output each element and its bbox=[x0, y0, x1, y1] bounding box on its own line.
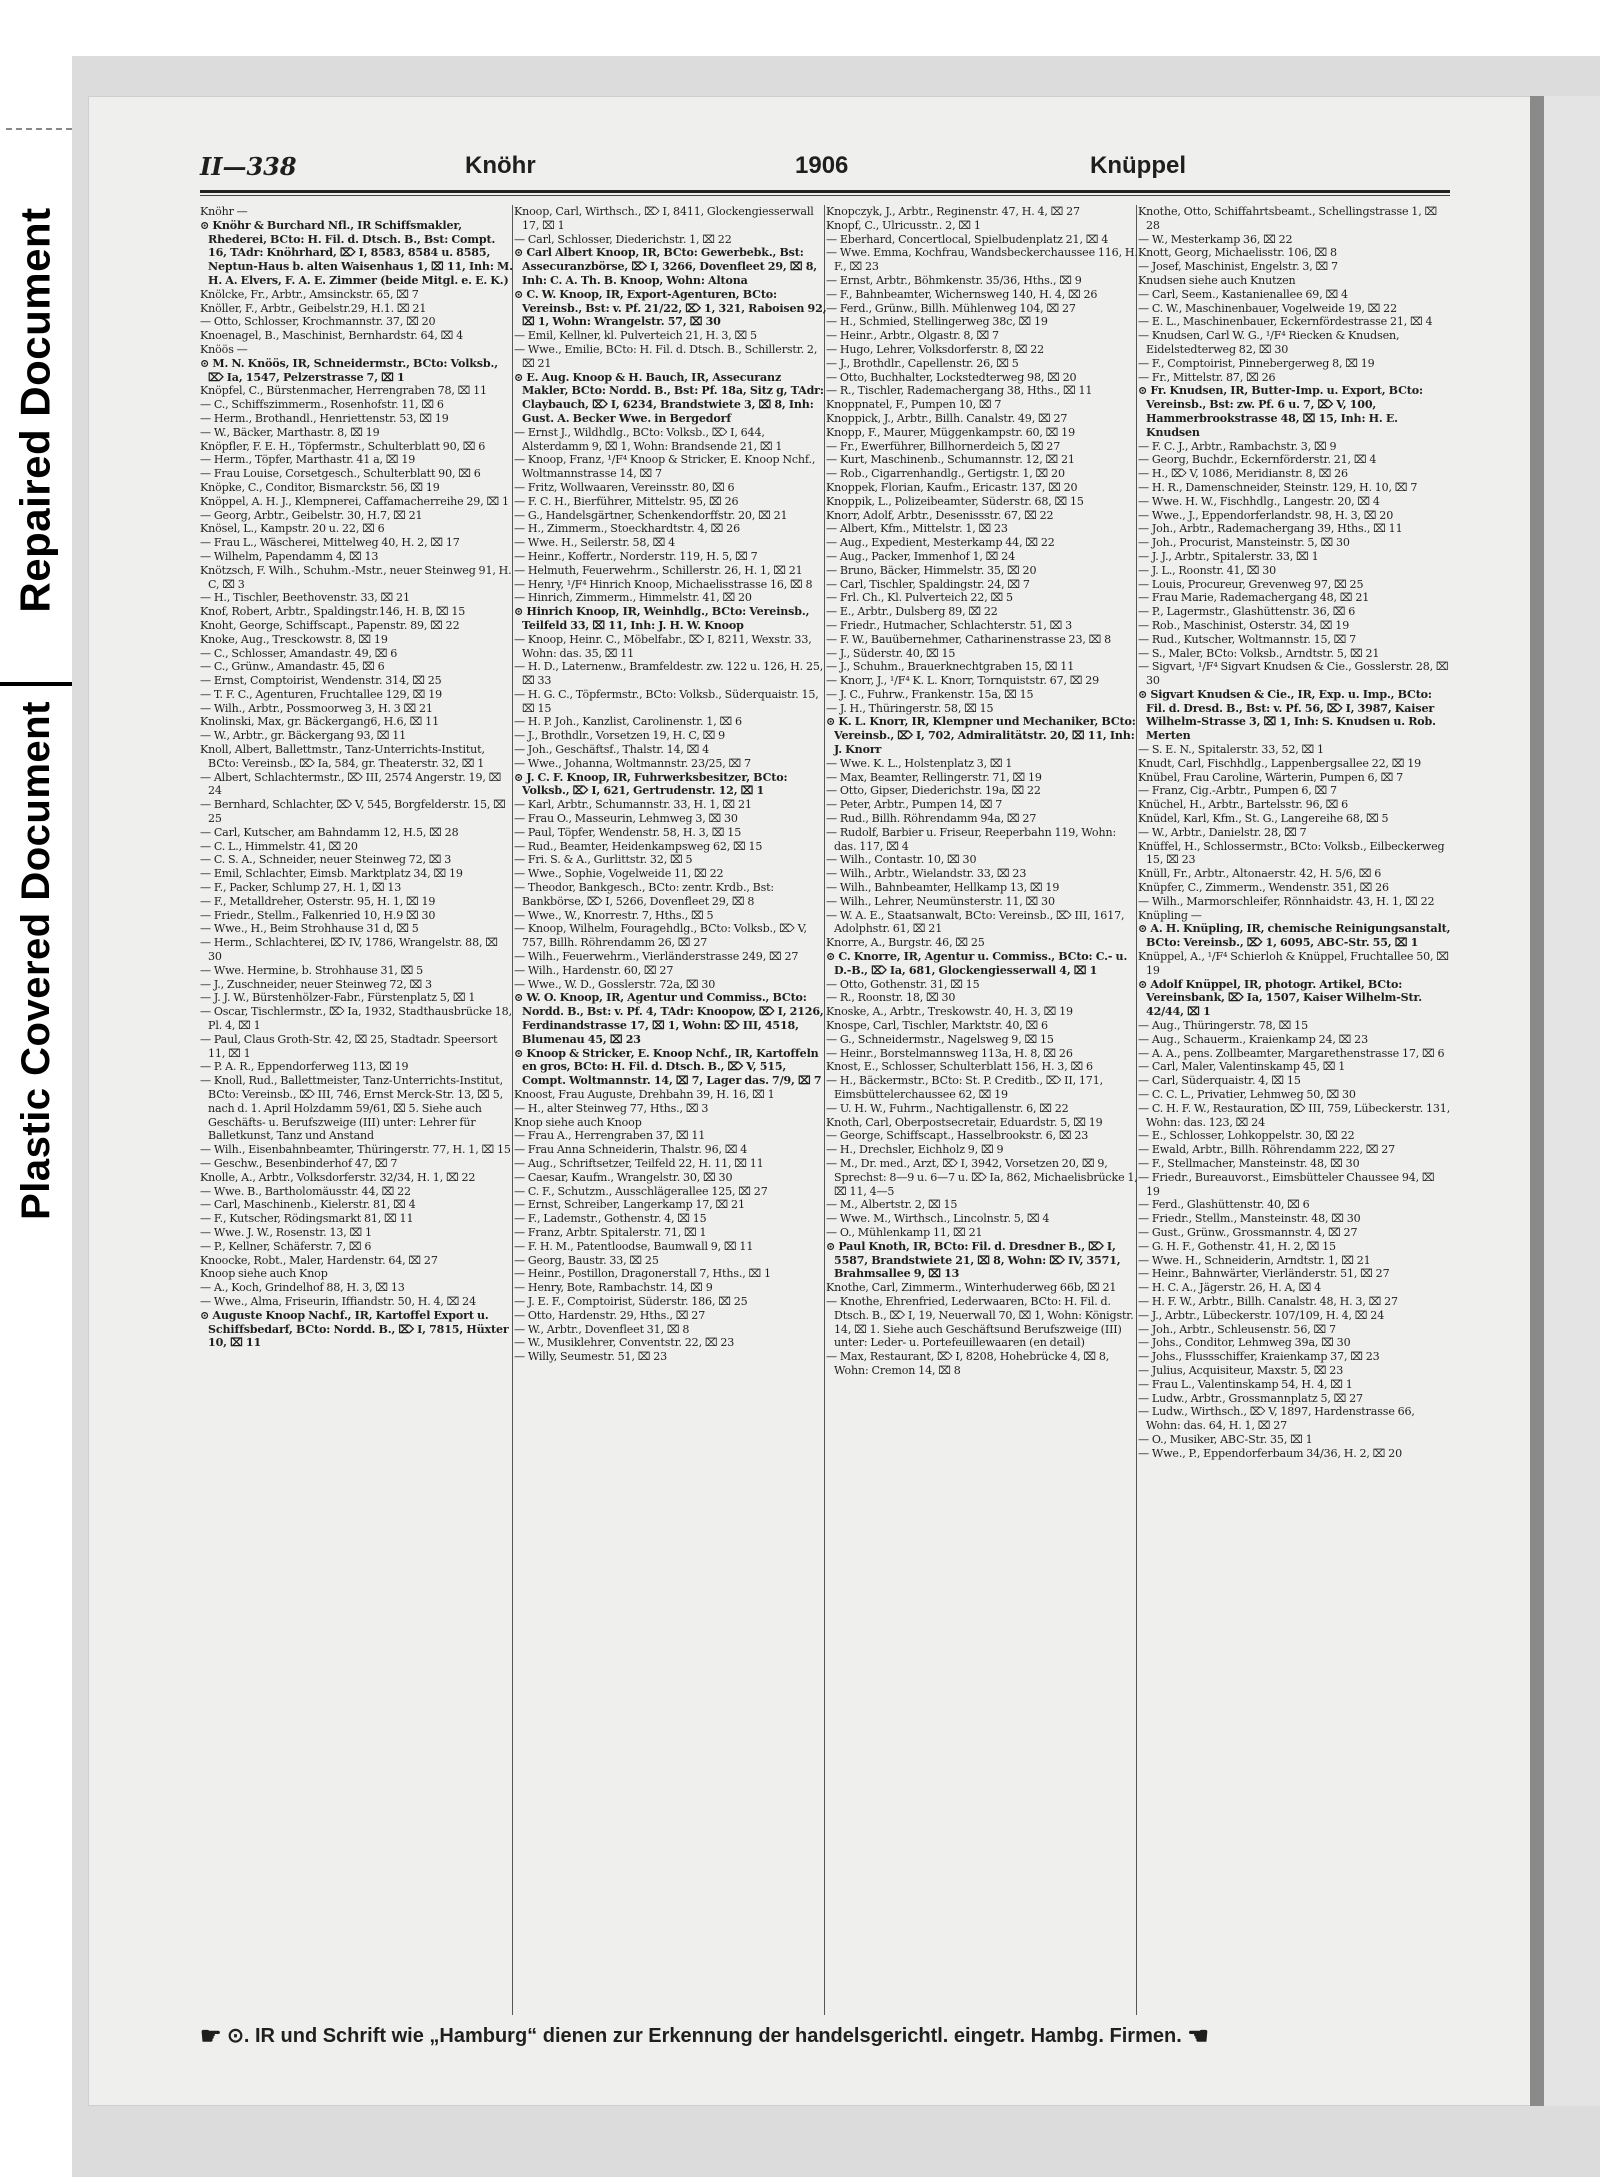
directory-entry: — Caesar, Kaufm., Wrangelstr. 30, ⌧ 30 bbox=[514, 1170, 733, 1184]
directory-entry: — Heinr., Borstelmannsweg 113a, H. 8, ⌧ 26 bbox=[826, 1046, 1073, 1060]
directory-entry: — Wwe., Johanna, Woltmannstr. 23/25, ⌧ 7 bbox=[514, 756, 751, 770]
directory-entry: Knopf, C., Ulricusstr.. 2, ⌧ 1 bbox=[826, 218, 981, 232]
directory-entry: — Frau Anna Schneiderin, Thalstr. 96, ⌧ 4 bbox=[514, 1143, 748, 1157]
directory-entry: — Knoll, Rud., Ballettmeister, Tanz-Unterrichts-Institut, BCto: Vereinsb., ⌦ III, 746, Ernst Merck-Str. 13, ⌧ 5, nach d. 1. April Holzdamm 59/61, ⌧ 5. Siehe auch Geschäfts- u. Berufszweige (III) unter: Lehrer für Balletkunst, Tanz und Anstand bbox=[200, 1074, 503, 1143]
directory-entry: — G., Handelsgärtner, Schenkendorffstr. 20, ⌧ 21 bbox=[514, 508, 788, 522]
directory-entry: ⊙ Auguste Knoop Nachf., IR, Kartoffel Export u. Schiffsbedarf, BCto: Nordd. B., ⌦ I, 7815, Hüxter 10, ⌧ 11 bbox=[200, 1308, 509, 1350]
directory-entry: Knoske, A., Arbtr., Treskowstr. 40, H. 3, ⌧ 19 bbox=[826, 1005, 1073, 1019]
directory-entry: — H. D., Laternenw., Bramfeldestr. zw. 122 u. 126, H. 25, ⌧ 33 bbox=[514, 660, 824, 688]
directory-entry: — Emil, Kellner, kl. Pulverteich 21, H. 3, ⌧ 5 bbox=[514, 329, 757, 343]
plastic-covered-text: Plastic Covered Document bbox=[13, 700, 58, 1220]
directory-entry: — M., Albertstr. 2, ⌧ 15 bbox=[826, 1198, 958, 1212]
directory-entry: — Fritz, Wollwaaren, Vereinsstr. 80, ⌧ 6 bbox=[514, 480, 735, 494]
directory-entry: Knüpfer, C., Zimmerm., Wendenstr. 351, ⌧ 26 bbox=[1138, 881, 1389, 895]
directory-entry: — Friedr., Hutmacher, Schlachterstr. 51, ⌧ 3 bbox=[826, 618, 1072, 632]
directory-entry: — F., Lademstr., Gothenstr. 4, ⌧ 15 bbox=[514, 1212, 707, 1226]
page-edge bbox=[1544, 96, 1600, 2106]
directory-entry: — H., alter Steinweg 77, Hths., ⌧ 3 bbox=[514, 1101, 709, 1115]
directory-entry: — Frau Louise, Corsetgesch., Schulterblatt 90, ⌧ 6 bbox=[200, 467, 481, 481]
directory-entry: — Fr., Mittelstr. 87, ⌧ 26 bbox=[1138, 370, 1276, 384]
directory-entry: — J., Schuhm., Brauerknechtgraben 15, ⌧ 11 bbox=[826, 660, 1075, 674]
directory-entry: — Wilh., Feuerwehrm., Vierländerstrasse 249, ⌧ 27 bbox=[514, 950, 799, 964]
directory-entry: — W., Musiklehrer, Conventstr. 22, ⌧ 23 bbox=[514, 1336, 735, 1350]
directory-entry: — Wwe. M., Wirthsch., Lincolnstr. 5, ⌧ 4 bbox=[826, 1212, 1050, 1226]
directory-entry: — J., Süderstr. 40, ⌧ 15 bbox=[826, 646, 956, 660]
directory-entry: — F. C. H., Bierführer, Mittelstr. 95, ⌧ 26 bbox=[514, 494, 739, 508]
directory-entry: — Wwe. J. W., Rosenstr. 13, ⌧ 1 bbox=[200, 1225, 372, 1239]
directory-entry: ⊙ W. O. Knoop, IR, Agentur und Commiss., BCto: Nordd. B., Bst: v. Pf. 4, TAdr: Knoopow, ⌦ I, 2126, Ferdinandstrasse 17, ⌧ 1, Wohn: ⌦ III, 4518, Blumenau 45, ⌧ 23 bbox=[514, 991, 824, 1046]
directory-entry: — R., Roonstr. 18, ⌧ 30 bbox=[826, 991, 956, 1005]
pointing-hand-icon: ☛ bbox=[200, 2023, 222, 2050]
directory-entry: — Johs., Flussschiffer, Kraienkamp 37, ⌧ 23 bbox=[1138, 1350, 1380, 1364]
directory-entry: Knoppnatel, F., Pumpen 10, ⌧ 7 bbox=[826, 398, 1002, 412]
directory-entry: — Emil, Schlachter, Eimsb. Marktplatz 34, ⌧ 19 bbox=[200, 867, 463, 881]
directory-entry: — C. L., Himmelstr. 41, ⌧ 20 bbox=[200, 839, 358, 853]
directory-entry: Knott, Georg, Michaelisstr. 106, ⌧ 8 bbox=[1138, 246, 1337, 260]
directory-entry: — P., Lagermstr., Glashüttenstr. 36, ⌧ 6 bbox=[1138, 605, 1356, 619]
directory-entry: — Helmuth, Feuerwehrm., Schillerstr. 26, H. 1, ⌧ 21 bbox=[514, 563, 803, 577]
directory-entry: Knölcke, Fr., Arbtr., Amsinckstr. 65, ⌧ 7 bbox=[200, 287, 419, 301]
directory-entry: — Wwe. H., Seilerstr. 58, ⌧ 4 bbox=[514, 536, 675, 550]
directory-entry: — Carl, Süderquaistr. 4, ⌧ 15 bbox=[1138, 1074, 1301, 1088]
directory-entry: — J. L., Roonstr. 41, ⌧ 30 bbox=[1138, 563, 1277, 577]
directory-entry: — Aug., Expedient, Mesterkamp 44, ⌧ 22 bbox=[826, 536, 1055, 550]
directory-entry: — Henry, Bote, Rambachstr. 14, ⌧ 9 bbox=[514, 1281, 713, 1295]
directory-entry: — Ferd., Grünw., Billh. Mühlenweg 104, ⌧ 27 bbox=[826, 301, 1076, 315]
directory-entry: — F., Comptoirist, Pinnebergerweg 8, ⌧ 19 bbox=[1138, 356, 1375, 370]
directory-entry: — J., Zuschneider, neuer Steinweg 72, ⌧ 3 bbox=[200, 977, 432, 991]
directory-entry: — Knorr, J., ¹/F⁴ K. L. Knorr, Tornquiststr. 67, ⌧ 29 bbox=[826, 674, 1100, 688]
directory-entry: Knoll, Albert, Ballettmstr., Tanz-Unterrichts-Institut, BCto: Vereinsb., ⌦ Ia, 584, gr. Theaterstr. 32, ⌧ 1 bbox=[200, 743, 485, 770]
directory-entry: Knoppik, L., Polizeibeamter, Süderstr. 68, ⌧ 15 bbox=[826, 494, 1084, 508]
directory-entry: — Henry, ¹/F⁴ Hinrich Knoop, Michaelisstrasse 16, ⌧ 8 bbox=[514, 577, 813, 591]
directory-entry: — C. C. L., Privatier, Lehmweg 50, ⌧ 30 bbox=[1138, 1088, 1356, 1101]
page-binding-shadow bbox=[1530, 96, 1544, 2106]
directory-entry: — Wwe., J., Eppendorferlandstr. 98, H. 3, ⌧ 20 bbox=[1138, 508, 1394, 522]
directory-entry: — W., Arbtr., Dovenfleet 31, ⌧ 8 bbox=[514, 1322, 690, 1336]
directory-entry: — H., Tischler, Beethovenstr. 33, ⌧ 21 bbox=[200, 591, 410, 605]
directory-entry: — A., Koch, Grindelhof 88, H. 3, ⌧ 13 bbox=[200, 1281, 405, 1295]
directory-entry: — Franz, Cig.-Arbtr., Pumpen 6, ⌧ 7 bbox=[1138, 784, 1337, 798]
directory-entry: — Carl, Schlosser, Diederichstr. 1, ⌧ 22 bbox=[514, 232, 732, 246]
directory-entry: ⊙ Knoop & Stricker, E. Knoop Nchf., IR, Kartoffeln en gros, BCto: H. Fil. d. Dtsch. B., ⌦ V, 515, Compt. Woltmannstr. 14, ⌧ 7, Lager das. 7/9, ⌧ 7 bbox=[514, 1046, 822, 1088]
directory-entry: — Heinr., Koffertr., Norderstr. 119, H. 5, ⌧ 7 bbox=[514, 549, 758, 563]
directory-entry: — Joh., Geschäftsf., Thalstr. 14, ⌧ 4 bbox=[514, 743, 710, 757]
directory-entry: Knolinski, Max, gr. Bäckergang6, H.6, ⌧ 11 bbox=[200, 715, 439, 729]
directory-entry: Knoppek, Florian, Kaufm., Ericastr. 137, ⌧ 20 bbox=[826, 480, 1078, 494]
directory-entry: ⊙ C. Knorre, IR, Agentur u. Commiss., BCto: C.- u. D.-B., ⌦ Ia, 681, Glockengiesserwall 4, ⌧ 1 bbox=[826, 950, 1128, 977]
directory-entry: ⊙ J. C. F. Knoop, IR, Fuhrwerksbesitzer, BCto: Volksb., ⌦ I, 621, Gertrudenstr. 12, ⌧ 1 bbox=[514, 770, 788, 798]
directory-entry: — H. C. A., Jägerstr. 26, H. A, ⌧ 4 bbox=[1138, 1281, 1321, 1295]
directory-entry: — Wilh., Marmorschleifer, Rönnhaidstr. 43, H. 1, ⌧ 22 bbox=[1138, 894, 1435, 908]
directory-entry: Knüpling — bbox=[1138, 908, 1202, 922]
directory-entry: — Rud., Kutscher, Woltmannstr. 15, ⌧ 7 bbox=[1138, 632, 1357, 646]
directory-entry: Knospe, Carl, Tischler, Marktstr. 40, ⌧ 6 bbox=[826, 1019, 1048, 1033]
directory-entry: — Hugo, Lehrer, Volksdorferstr. 8, ⌧ 22 bbox=[826, 342, 1045, 356]
directory-entry: Knöppel, A. H. J., Klempnerei, Caffamacherreihe 29, ⌧ 1 bbox=[200, 494, 509, 508]
directory-entry: Knorr, Adolf, Arbtr., Desenissstr. 67, ⌧ 22 bbox=[826, 508, 1054, 522]
directory-entry: — S., Maler, BCto: Volksb., Arndtstr. 5, ⌧ 21 bbox=[1138, 646, 1380, 660]
directory-entry: — W. A. E., Staatsanwalt, BCto: Vereinsb., ⌦ III, 1617, Adolphstr. 61, ⌧ 21 bbox=[826, 908, 1125, 936]
directory-entry: — S. E. N., Spitalerstr. 33, 52, ⌧ 1 bbox=[1138, 743, 1324, 757]
directory-column-1 bbox=[200, 205, 513, 2020]
directory-entry: — Rud., Beamter, Heidenkampsweg 62, ⌧ 15 bbox=[514, 839, 763, 853]
directory-entry: — Joh., Arbtr., Rademachergang 39, Hths., ⌧ 11 bbox=[1138, 522, 1403, 536]
directory-entry: — Theodor, Bankgesch., BCto: zentr. Krdb., Bst: Bankbörse, ⌦ I, 5266, Dovenfleet 29, ⌧ 8 bbox=[514, 881, 775, 908]
directory-entry: — Oscar, Tischlermstr., ⌦ Ia, 1932, Stadthausbrücke 18, Pl. 4, ⌧ 1 bbox=[200, 1005, 512, 1033]
directory-entry: — Wilh., Contastr. 10, ⌧ 30 bbox=[826, 853, 977, 867]
directory-entry: — Wwe. H., Schneiderin, Arndtstr. 1, ⌧ 21 bbox=[1138, 1253, 1371, 1267]
directory-entry: — Ludw., Arbtr., Grossmannplatz 5, ⌧ 27 bbox=[1138, 1391, 1363, 1405]
directory-entry: — Joh., Procurist, Mansteinstr. 5, ⌧ 30 bbox=[1138, 536, 1350, 550]
directory-entry: — Carl, Maler, Valentinskamp 45, ⌧ 1 bbox=[1138, 1060, 1346, 1074]
directory-entry: — Friedr., Stellm., Falkenried 10, H.9 ⌧ 30 bbox=[200, 908, 436, 922]
directory-entry: — H., ⌦ V, 1086, Meridianstr. 8, ⌧ 26 bbox=[1138, 467, 1348, 481]
directory-entry: ⊙ Sigvart Knudsen & Cie., IR, Exp. u. Imp., BCto: Fil. d. Dresd. B., Bst: v. Pf. 56, ⌦ I, 3987, Kaiser Wilhelm-Strasse 3, ⌧ 1, Inh: S. Knudsen u. Rob. Merten bbox=[1138, 687, 1436, 743]
directory-entry: — Wwe., H., Beim Strohhause 31 d, ⌧ 5 bbox=[200, 922, 419, 936]
footer-note bbox=[200, 2022, 1450, 2052]
directory-entry: — Georg, Buchdr., Eckernförderstr. 21, ⌧ 4 bbox=[1138, 453, 1377, 467]
directory-entry: — George, Schiffscapt., Hasselbrookstr. 6, ⌧ 23 bbox=[826, 1129, 1089, 1143]
dashed-divider bbox=[6, 128, 72, 130]
directory-entry: Knöpfel, C., Bürstenmacher, Herrengraben 78, ⌧ 11 bbox=[200, 384, 487, 398]
directory-entry: — Paul, Töpfer, Wendenstr. 58, H. 3, ⌧ 15 bbox=[514, 825, 742, 839]
directory-entry: — Gust., Grünw., Grossmannstr. 4, ⌧ 27 bbox=[1138, 1225, 1358, 1239]
directory-entry: ⊙ Adolf Knüppel, IR, photogr. Artikel, BCto: Vereinsbank, ⌦ Ia, 1507, Kaiser Wilhelm-Str. 42/44, ⌧ 1 bbox=[1138, 977, 1422, 1019]
directory-entry: — U. H. W., Fuhrm., Nachtigallenstr. 6, ⌧ 22 bbox=[826, 1101, 1069, 1115]
directory-entry: Knop siehe auch Knoop bbox=[514, 1115, 642, 1129]
directory-entry: — Wwe., Emilie, BCto: H. Fil. d. Dtsch. B., Schillerstr. 2, ⌧ 21 bbox=[514, 342, 818, 370]
directory-entry: — Knudsen, Carl W. G., ¹/F⁴ Riecken & Knudsen, Eidelstedterweg 82, ⌧ 30 bbox=[1138, 329, 1400, 356]
directory-entry: Knüchel, H., Arbtr., Bartelsstr. 96, ⌧ 6 bbox=[1138, 798, 1349, 812]
directory-entry: Knöös — bbox=[200, 342, 248, 356]
directory-entry: — Rob., Cigarrenhandlg., Gertigstr. 1, ⌧ 20 bbox=[826, 467, 1065, 481]
directory-entry: — Wwe. H. W., Fischhdlg., Langestr. 20, ⌧ 4 bbox=[1138, 494, 1380, 508]
directory-entry: — F. H. M., Patentloodse, Baumwall 9, ⌧ 11 bbox=[514, 1239, 754, 1253]
directory-entry: — Wilh., Lehrer, Neumünsterstr. 11, ⌧ 30 bbox=[826, 894, 1055, 908]
directory-entry: Knoke, Aug., Tresckowstr. 8, ⌧ 19 bbox=[200, 632, 388, 646]
directory-entry: ⊙ K. L. Knorr, IR, Klempner und Mechaniker, BCto: Vereinsb., ⌦ I, 702, Admiralitätstr. 20, ⌧ 11, Inh: J. Knorr bbox=[826, 715, 1136, 757]
directory-entry: — J. J. W., Bürstenhölzer-Fabr., Fürstenplatz 5, ⌧ 1 bbox=[200, 991, 476, 1005]
directory-entry: Knüll, Fr., Arbtr., Altonaerstr. 42, H. 5/6, ⌧ 6 bbox=[1138, 867, 1382, 881]
directory-entry: — G. H. F., Gothenstr. 41, H. 2, ⌧ 15 bbox=[1138, 1239, 1336, 1253]
directory-entry: Knudt, Carl, Fischhdlg., Lappenbergsallee 22, ⌧ 19 bbox=[1138, 756, 1422, 770]
directory-entry: ⊙ Knöhr & Burchard Nfl., IR Schiffsmakler, Rhederei, BCto: H. Fil. d. Dtsch. B., Bst: Compt. 16, TAdr: Knöhrhard, ⌦ I, 8583, 8584 u. 8585, Neptun-Haus b. alten Waisenhaus 1, ⌧ 11, Inh: M. H. A. Elvers, F. A. E. Zimmer (beide Mitgl. e. E. K.) bbox=[200, 218, 513, 287]
directory-entry: — Frau O., Masseurin, Lehmweg 3, ⌧ 30 bbox=[514, 812, 738, 826]
directory-entry: — W., Arbtr., gr. Bäckergang 93, ⌧ 11 bbox=[200, 729, 407, 743]
side-divider bbox=[0, 682, 72, 686]
directory-entry: ⊙ A. H. Knüpling, IR, chemische Reinigungsanstalt, BCto: Vereinsb., ⌦ 1, 6095, ABC-Str. 55, ⌧ 1 bbox=[1138, 922, 1451, 950]
directory-entry: — Carl, Tischler, Spaldingstr. 24, ⌧ 7 bbox=[826, 577, 1030, 591]
directory-entry: — F. C. J., Arbtr., Rambachstr. 3, ⌧ 9 bbox=[1138, 439, 1337, 453]
directory-entry: Knoenagel, B., Maschinist, Bernhardstr. 64, ⌧ 4 bbox=[200, 329, 464, 343]
directory-entry: — Wilh., Eisenbahnbeamter, Thüringerstr. 77, H. 1, ⌧ 15 bbox=[200, 1143, 511, 1157]
directory-entry: — Georg, Baustr. 33, ⌧ 25 bbox=[514, 1253, 659, 1267]
directory-entry: — Rud., Billh. Röhrendamm 94a, ⌧ 27 bbox=[826, 812, 1037, 826]
directory-entry: — H., Drechsler, Eichholz 9, ⌧ 9 bbox=[826, 1143, 1004, 1157]
directory-entry: — H., Zimmerm., Stoeckhardtstr. 4, ⌧ 26 bbox=[514, 522, 740, 536]
directory-entry: — Friedr., Stellm., Mansteinstr. 48, ⌧ 30 bbox=[1138, 1212, 1361, 1226]
directory-entry: — C. F., Schutzm., Ausschlägerallee 125, ⌧ 27 bbox=[514, 1184, 768, 1198]
directory-entry: Knothe, Otto, Schiffahrtsbeamt., Schellingstrasse 1, ⌧ 28 bbox=[1138, 205, 1438, 232]
directory-entry: Knöhr — bbox=[200, 205, 248, 218]
directory-entry: Knolle, A., Arbtr., Volksdorferstr. 32/34, H. 1, ⌧ 22 bbox=[200, 1170, 476, 1184]
directory-entry: Knüffel, H., Schlossermstr., BCto: Volksb., Eilbeckerweg 15, ⌧ 23 bbox=[1138, 839, 1445, 867]
directory-entry: — E. L., Maschinenbauer, Eckernfördestrasse 21, ⌧ 4 bbox=[1138, 315, 1433, 329]
directory-entry: Knüppel, A., ¹/F⁴ Schierloh & Knüppel, Fruchtallee 50, ⌧ 19 bbox=[1138, 950, 1449, 977]
directory-entry: — Hinrich, Zimmerm., Himmelstr. 41, ⌧ 20 bbox=[514, 591, 752, 605]
directory-entry: ⊙ E. Aug. Knoop & H. Bauch, IR, Assecuranz Makler, BCto: Nordd. B., Bst: Pf. 18a, Sitz g, TAdr: Claybauch, ⌦ I, 6234, Brandstwiete 3, ⌧ 8, Inh: Gust. A. Becker Wwe. in Bergedorf bbox=[514, 370, 824, 425]
directory-entry: — Wwe., Alma, Friseurin, Iffiandstr. 50, H. 4, ⌧ 24 bbox=[200, 1294, 476, 1308]
directory-entry: — C. W., Maschinenbauer, Vogelweide 19, ⌧ 22 bbox=[1138, 301, 1397, 315]
directory-entry: — Paul, Claus Groth-Str. 42, ⌧ 25, Stadtadr. Speersort 11, ⌧ 1 bbox=[200, 1032, 498, 1060]
directory-entry: Knoth, Carl, Oberpostsecretair, Eduardstr. 5, ⌧ 19 bbox=[826, 1115, 1103, 1129]
directory-entry: — Herm., Schlachterei, ⌦ IV, 1786, Wrangelstr. 88, ⌧ 30 bbox=[200, 936, 498, 964]
directory-entry: — Otto, Hardenstr. 29, Hths., ⌧ 27 bbox=[514, 1308, 706, 1322]
directory-entry: — Wwe. K. L., Holstenplatz 3, ⌧ 1 bbox=[826, 756, 1013, 770]
directory-entry: — J., Brothdlr., Capellenstr. 26, ⌧ 5 bbox=[826, 356, 1019, 370]
directory-entry: — F., Metalldreher, Osterstr. 95, H. 1, ⌧ 19 bbox=[200, 894, 436, 908]
directory-entry: — Heinr., Bahnwärter, Vierländerstr. 51, ⌧ 27 bbox=[1138, 1267, 1390, 1281]
directory-entry: — Ferd., Glashüttenstr. 40, ⌧ 6 bbox=[1138, 1198, 1310, 1212]
directory-entry: — Wilh., Arbtr., Possmoorweg 3, H. 3 ⌧ 21 bbox=[200, 701, 433, 715]
directory-entry: — Wwe., W. D., Gosslerstr. 72a, ⌧ 30 bbox=[514, 977, 716, 991]
footer-text: ⊙. IR und Schrift wie „Hamburg“ dienen zur Erkennung der handelsgerichtl. eingetr. Hambg. Firmen. bbox=[227, 2024, 1182, 2047]
directory-entry: — H. P. Joh., Kanzlist, Carolinenstr. 1, ⌧ 6 bbox=[514, 715, 742, 729]
directory-entry: — J. E. F., Comptoirist, Süderstr. 186, ⌧ 25 bbox=[514, 1294, 748, 1308]
directory-entry: — Bruno, Bäcker, Himmelstr. 35, ⌧ 20 bbox=[826, 563, 1037, 577]
directory-entry: — E., Arbtr., Dulsberg 89, ⌧ 22 bbox=[826, 605, 998, 619]
directory-entry: — Peter, Arbtr., Pumpen 14, ⌧ 7 bbox=[826, 798, 1003, 812]
directory-entry: — J. H., Thüringerstr. 58, ⌧ 15 bbox=[826, 701, 994, 715]
directory-entry: — P. A. R., Eppendorferweg 113, ⌧ 19 bbox=[200, 1060, 409, 1074]
directory-entry: — Knothe, Ehrenfried, Lederwaaren, BCto: H. Fil. d. Dtsch. B., ⌦ I, 19, Neuerwall 70, ⌧ 1, Wohn: Königstr. 14, ⌧ 1. Siehe auch Geschäftsund Berufszweige (III) unter: Leder- u. Portefeuillewaaren (en detail) bbox=[826, 1294, 1134, 1350]
header-last-name: Knüppel bbox=[1090, 152, 1186, 179]
directory-entry: — F., Stellmacher, Mansteinstr. 48, ⌧ 30 bbox=[1138, 1156, 1360, 1170]
repaired-document-label bbox=[0, 150, 72, 670]
directory-entry: — J., Arbtr., Lübeckerstr. 107/109, H. 4, ⌧ 24 bbox=[1138, 1308, 1385, 1322]
directory-entry: — Wilhelm, Papendamm 4, ⌧ 13 bbox=[200, 549, 379, 563]
directory-entry: — W., Bäcker, Marthastr. 8, ⌧ 19 bbox=[200, 425, 380, 439]
directory-entry: — Fr., Ewerführer, Billhornerdeich 5, ⌧ 27 bbox=[826, 439, 1061, 453]
directory-entry: Knübel, Frau Caroline, Wärterin, Pumpen 6, ⌧ 7 bbox=[1138, 770, 1404, 784]
directory-entry: — Kurt, Maschinenb., Schumannstr. 12, ⌧ 21 bbox=[826, 453, 1075, 467]
page-number: II—338 bbox=[200, 152, 297, 181]
directory-entry: — Ewald, Arbtr., Billh. Röhrendamm 222, ⌧ 27 bbox=[1138, 1143, 1396, 1157]
directory-entry: — Joh., Arbtr., Schleusenstr. 56, ⌧ 7 bbox=[1138, 1322, 1336, 1336]
directory-entry: — Herm., Töpfer, Marthastr. 41 a, ⌧ 19 bbox=[200, 453, 416, 467]
directory-entry: ⊙ Paul Knoth, IR, BCto: Fil. d. Dresdner B., ⌦ I, 5587, Brandstwiete 21, ⌧ 8, Wohn: ⌦ IV, 3571, Brahmsallee 9, ⌧ 13 bbox=[826, 1239, 1121, 1281]
header-rule bbox=[200, 190, 1450, 193]
directory-entry: — Rob., Maschinist, Osterstr. 34, ⌧ 19 bbox=[1138, 618, 1350, 632]
directory-entry: — Rudolf, Barbier u. Friseur, Reeperbahn 119, Wohn: das. 117, ⌧ 4 bbox=[826, 825, 1117, 853]
directory-entry: — Carl, Kutscher, am Bahndamm 12, H.5, ⌧ 28 bbox=[200, 825, 459, 839]
header-year: 1906 bbox=[795, 152, 849, 179]
directory-entry: — Sigvart, ¹/F⁴ Sigvart Knudsen & Cie., Gosslerstr. 28, ⌧ 30 bbox=[1138, 660, 1449, 688]
directory-entry: — C. S. A., Schneider, neuer Steinweg 72, ⌧ 3 bbox=[200, 853, 452, 867]
directory-entry: — W., Arbtr., Danielstr. 28, ⌧ 7 bbox=[1138, 825, 1307, 839]
directory-entry: — C. H. F. W., Restauration, ⌦ III, 759, Lübeckerstr. 131, Wohn: das. 123, ⌧ 24 bbox=[1138, 1101, 1451, 1129]
directory-entry: — Max, Restaurant, ⌦ I, 8208, Hohebrücke 4, ⌧ 8, Wohn: Cremon 14, ⌧ 8 bbox=[826, 1350, 1110, 1377]
directory-entry: — Otto, Buchhalter, Lockstedterweg 98, ⌧ 20 bbox=[826, 370, 1077, 384]
directory-entry: — Albert, Kfm., Mittelstr. 1, ⌧ 23 bbox=[826, 522, 1008, 536]
directory-entry: — R., Tischler, Rademachergang 38, Hths., ⌧ 11 bbox=[826, 384, 1093, 398]
directory-entry: — C., Schlosser, Amandastr. 49, ⌧ 6 bbox=[200, 646, 398, 660]
pointing-hand-icon: ☚ bbox=[1187, 2023, 1209, 2050]
directory-entry: — J. C., Fuhrw., Frankenstr. 15a, ⌧ 15 bbox=[826, 687, 1034, 701]
directory-entry: ⊙ M. N. Knöös, IR, Schneidermstr., BCto: Volksb., ⌦ Ia, 1547, Pelzerstrasse 7, ⌧ 1 bbox=[200, 356, 498, 384]
repaired-document-text: Repaired Document bbox=[12, 207, 59, 613]
directory-entry: — Wwe., P., Eppendorferbaum 34/36, H. 2, ⌧ 20 bbox=[1138, 1446, 1402, 1460]
directory-entry: Knoocke, Robt., Maler, Hardenstr. 64, ⌧ 27 bbox=[200, 1253, 438, 1267]
directory-entry: — Geschw., Besenbinderhof 47, ⌧ 7 bbox=[200, 1156, 398, 1170]
directory-entry: — Johs., Conditor, Lehmweg 39a, ⌧ 30 bbox=[1138, 1336, 1351, 1350]
directory-entry: — Eberhard, Concertlocal, Spielbudenplatz 21, ⌧ 4 bbox=[826, 232, 1109, 246]
directory-entry: — Ernst J., Wildhdlg., BCto: Volksb., ⌦ I, 644, Alsterdamm 9, ⌧ 1, Wohn: Brandsende 21, ⌧ 1 bbox=[514, 425, 783, 453]
directory-entry: Knost, E., Schlosser, Schulterblatt 156, H. 3, ⌧ 6 bbox=[826, 1060, 1093, 1074]
plastic-covered-label bbox=[0, 700, 72, 1220]
directory-entry: ⊙ Carl Albert Knoop, IR, BCto: Gewerbebk., Bst: Assecuranzbörse, ⌦ I, 3266, Dovenfleet 29, ⌧ 8, Inh: C. A. Th. B. Knoop, Wohn: Altona bbox=[514, 246, 817, 287]
directory-entry: — J. J., Arbtr., Spitalerstr. 33, ⌧ 1 bbox=[1138, 549, 1319, 563]
directory-entry: — M., Dr. med., Arzt, ⌦ I, 3942, Vorsetzen 20, ⌧ 9, Sprechst: 8—9 u. 6—7 u. ⌦ Ia, 862, Michaelisbrücke 1, ⌧ 11, 4—5 bbox=[826, 1156, 1138, 1198]
directory-entry: — Wilh., Arbtr., Wielandstr. 33, ⌧ 23 bbox=[826, 867, 1027, 881]
directory-entry: — P., Kellner, Schäferstr. 7, ⌧ 6 bbox=[200, 1239, 372, 1253]
directory-entry: — Wilh., Hardenstr. 60, ⌧ 27 bbox=[514, 963, 674, 977]
page-header bbox=[200, 152, 1450, 186]
directory-entry: — Knoop, Wilhelm, Fouragehdlg., BCto: Volksb., ⌦ V, 757, Billh. Röhrendamm 26, ⌧ 27 bbox=[514, 922, 807, 950]
directory-entry: ⊙ C. W. Knoop, IR, Export-Agenturen, BCto: Vereinsb., Bst: v. Pf. 21/22, ⌦ 1, 321, Raboisen 92, ⌧ 1, Wohn: Wrangelstr. 57, ⌧ 30 bbox=[514, 287, 827, 329]
directory-entry: Knopczyk, J., Arbtr., Reginenstr. 47, H. 4, ⌧ 27 bbox=[826, 205, 1080, 218]
directory-entry: — H. F. W., Arbtr., Billh. Canalstr. 48, H. 3, ⌧ 27 bbox=[1138, 1294, 1398, 1308]
directory-entry: — Otto, Gothenstr. 31, ⌧ 15 bbox=[826, 977, 980, 991]
directory-entry: — E., Schlosser, Lohkoppelstr. 30, ⌧ 22 bbox=[1138, 1129, 1355, 1143]
directory-entry: — G., Schneidermstr., Nagelsweg 9, ⌧ 15 bbox=[826, 1032, 1054, 1046]
directory-entry: Knösel, L., Kampstr. 20 u. 22, ⌧ 6 bbox=[200, 522, 385, 536]
header-first-name: Knöhr bbox=[465, 152, 536, 179]
directory-entry: — O., Mühlenkamp 11, ⌧ 21 bbox=[826, 1225, 983, 1239]
directory-entry: Knöpfler, F. E. H., Töpfermstr., Schulterblatt 90, ⌧ 6 bbox=[200, 439, 486, 453]
directory-entry: — Franz, Arbtr. Spitalerstr. 71, ⌧ 1 bbox=[514, 1225, 707, 1239]
directory-entry: Knoht, George, Schiffscapt., Papenstr. 89, ⌧ 22 bbox=[200, 618, 460, 632]
sidebar-strip bbox=[0, 0, 72, 2177]
directory-entry: — H. G. C., Töpfermstr., BCto: Volksb., Süderquaistr. 15, ⌧ 15 bbox=[514, 687, 819, 715]
directory-entry: — C., Grünw., Amandastr. 45, ⌧ 6 bbox=[200, 660, 385, 674]
directory-entry: — H., Bäckermstr., BCto: St. P. Creditb., ⌦ II, 171, Eimsbüttelerchaussee 62, ⌧ 19 bbox=[826, 1074, 1103, 1101]
directory-entry: — Carl, Maschinenb., Kielerstr. 81, ⌧ 4 bbox=[200, 1198, 416, 1212]
directory-column-4 bbox=[1138, 205, 1451, 2020]
directory-entry: — Karl, Arbtr., Schumannstr. 33, H. 1, ⌧ 21 bbox=[514, 798, 752, 812]
directory-entry: — Carl, Seem., Kastanienallee 69, ⌧ 4 bbox=[1138, 287, 1348, 301]
directory-entry: — Wwe., W., Knorrestr. 7, Hths., ⌧ 5 bbox=[514, 908, 714, 922]
directory-entry: Knudsen siehe auch Knutzen bbox=[1138, 273, 1296, 287]
directory-entry: — C., Schiffszimmerm., Rosenhofstr. 11, ⌧ 6 bbox=[200, 398, 444, 412]
directory-entry: — Frau L., Valentinskamp 54, H. 4, ⌧ 1 bbox=[1138, 1377, 1353, 1391]
directory-entry: — Albert, Schlachtermstr., ⌦ III, 2574 Angerstr. 19, ⌧ 24 bbox=[200, 770, 502, 798]
directory-entry: ⊙ Hinrich Knoop, IR, Weinhdlg., BCto: Vereinsb., Teilfeld 33, ⌧ 11, Inh: J. H. W. Knoop bbox=[514, 605, 810, 632]
directory-entry: — J., Brothdlr., Vorsetzen 19, H. C, ⌧ 9 bbox=[514, 729, 726, 743]
directory-entry: — T. F. C., Agenturen, Fruchtallee 129, ⌧ 19 bbox=[200, 687, 443, 701]
directory-entry: — Josef, Maschinist, Engelstr. 3, ⌧ 7 bbox=[1138, 260, 1338, 274]
directory-entry: — Otto, Schlosser, Krochmannstr. 37, ⌧ 20 bbox=[200, 315, 436, 329]
directory-entry: Knoop, Carl, Wirthsch., ⌦ I, 8411, Glockengiesserwall 17, ⌧ 1 bbox=[514, 205, 814, 232]
directory-entry: — F., Packer, Schlump 27, H. 1, ⌧ 13 bbox=[200, 881, 402, 895]
directory-entry: — Knoop, Heinr. C., Möbelfabr., ⌦ I, 8211, Wexstr. 33, Wohn: das. 35, ⌧ 11 bbox=[514, 632, 812, 660]
directory-entry: Knorre, A., Burgstr. 46, ⌧ 25 bbox=[826, 936, 985, 950]
directory-entry: Knoppick, J., Arbtr., Billh. Canalstr. 49, ⌧ 27 bbox=[826, 411, 1068, 425]
directory-entry: — Knoop, Franz, ¹/F⁴ Knoop & Stricker, E. Knoop Nchf., Woltmannstrasse 14, ⌧ 7 bbox=[514, 453, 816, 481]
directory-column-2 bbox=[514, 205, 827, 2020]
directory-entry: — Frau A., Herrengraben 37, ⌧ 11 bbox=[514, 1129, 706, 1143]
directory-entry: — Aug., Packer, Immenhof 1, ⌧ 24 bbox=[826, 549, 1015, 563]
directory-entry: — Louis, Procureur, Grevenweg 97, ⌧ 25 bbox=[1138, 577, 1364, 591]
directory-entry: — Aug., Schriftsetzer, Teilfeld 22, H. 11, ⌧ 11 bbox=[514, 1156, 764, 1170]
directory-entry: — Fri. S. & A., Gurlittstr. 32, ⌧ 5 bbox=[514, 853, 693, 867]
directory-entry: — Max, Beamter, Rellingerstr. 71, ⌧ 19 bbox=[826, 770, 1042, 784]
directory-entry: Knof, Robert, Arbtr., Spaldingstr.146, H. B, ⌧ 15 bbox=[200, 605, 466, 619]
directory-entry: — Wwe. Emma, Kochfrau, Wandsbeckerchaussee 116, H. F., ⌧ 23 bbox=[826, 246, 1138, 274]
directory-entry: Knöpke, C., Conditor, Bismarckstr. 56, ⌧ 19 bbox=[200, 480, 440, 494]
directory-entry: Knüdel, Karl, Kfm., St. G., Langereihe 68, ⌧ 5 bbox=[1138, 812, 1389, 826]
directory-entry: — H., Schmied, Stellingerweg 38c, ⌧ 19 bbox=[826, 315, 1048, 329]
directory-entry: Knoop siehe auch Knop bbox=[200, 1267, 328, 1281]
directory-entry: — Willy, Seumestr. 51, ⌧ 23 bbox=[514, 1350, 668, 1364]
directory-entry: — Frau Marie, Rademachergang 48, ⌧ 21 bbox=[1138, 591, 1370, 605]
directory-entry: — O., Musiker, ABC-Str. 35, ⌧ 1 bbox=[1138, 1432, 1313, 1446]
directory-entry: — Bernhard, Schlachter, ⌦ V, 545, Borgfelderstr. 15, ⌧ 25 bbox=[200, 798, 506, 826]
directory-entry: — W., Mesterkamp 36, ⌧ 22 bbox=[1138, 232, 1293, 246]
directory-entry: Knopp, F., Maurer, Müggenkampstr. 60, ⌧ 19 bbox=[826, 425, 1075, 439]
directory-entry: — Ludw., Wirthsch., ⌦ V, 1897, Hardenstrasse 66, Wohn: das. 64, H. 1, ⌧ 27 bbox=[1138, 1405, 1415, 1433]
directory-entry: — Wilh., Bahnbeamter, Hellkamp 13, ⌧ 19 bbox=[826, 881, 1060, 895]
directory-entry: — H. R., Damenschneider, Steinstr. 129, H. 10, ⌧ 7 bbox=[1138, 480, 1418, 494]
directory-entry: — Georg, Arbtr., Geibelstr. 30, H.7, ⌧ 21 bbox=[200, 508, 423, 522]
header-rule-thin bbox=[200, 195, 1450, 196]
directory-column-3 bbox=[826, 205, 1139, 2020]
directory-entry: Knötzsch, F. Wilh., Schuhm.-Mstr., neuer Steinweg 91, H. C, ⌧ 3 bbox=[200, 563, 512, 591]
directory-entry: — Julius, Acquisiteur, Maxstr. 5, ⌧ 23 bbox=[1138, 1363, 1344, 1377]
directory-entry: — Ernst, Comptoirist, Wendenstr. 314, ⌧ 25 bbox=[200, 674, 442, 688]
directory-entry: — Wwe. Hermine, b. Strohhause 31, ⌧ 5 bbox=[200, 963, 424, 977]
directory-entry: — A. A., pens. Zollbeamter, Margarethenstrasse 17, ⌧ 6 bbox=[1138, 1046, 1445, 1060]
directory-entry: — Otto, Gipser, Diederichstr. 19a, ⌧ 22 bbox=[826, 784, 1041, 798]
directory-entry: — Aug., Schauerm., Kraienkamp 24, ⌧ 23 bbox=[1138, 1032, 1368, 1046]
directory-entry: — Frau L., Wäscherei, Mittelweg 40, H. 2, ⌧ 17 bbox=[200, 536, 460, 550]
directory-entry: — F., Bahnbeamter, Wichernsweg 140, H. 4, ⌧ 26 bbox=[826, 287, 1098, 301]
directory-entry: Knoost, Frau Auguste, Drehbahn 39, H. 16, ⌧ 1 bbox=[514, 1088, 775, 1101]
directory-entry: Knöller, F., Arbtr., Geibelstr.29, H.1. ⌧ 21 bbox=[200, 301, 427, 315]
directory-entry: — Ernst, Schreiber, Langerkamp 17, ⌧ 21 bbox=[514, 1198, 745, 1212]
directory-entry: ⊙ Fr. Knudsen, IR, Butter-Imp. u. Export, BCto: Vereinsb., Bst: zw. Pf. 6 u. 7, ⌦ V, 100, Hammerbrookstrasse 48, ⌧ 15, Inh: H. E. Knudsen bbox=[1138, 384, 1423, 439]
directory-entry: — Heinr., Postillon, Dragonerstall 7, Hths., ⌧ 1 bbox=[514, 1267, 771, 1281]
directory-entry: — Friedr., Bureauvorst., Eimsbütteler Chaussee 94, ⌧ 19 bbox=[1138, 1170, 1435, 1198]
directory-entry: — Wwe. B., Bartholomäusstr. 44, ⌧ 22 bbox=[200, 1184, 411, 1198]
directory-entry: — F., Kutscher, Rödingsmarkt 81, ⌧ 11 bbox=[200, 1212, 414, 1226]
directory-entry: — F. W., Bauübernehmer, Catharinenstrasse 23, ⌧ 8 bbox=[826, 632, 1112, 646]
directory-entry: — Wwe., Sophie, Vogelweide 11, ⌧ 22 bbox=[514, 867, 724, 881]
directory-entry: Knothe, Carl, Zimmerm., Winterhuderweg 66b, ⌧ 21 bbox=[826, 1281, 1117, 1295]
directory-entry: — Ernst, Arbtr., Böhmkenstr. 35/36, Hths., ⌧ 9 bbox=[826, 273, 1082, 287]
directory-entry: — Herm., Brothandl., Henriettenstr. 53, ⌧ 19 bbox=[200, 411, 449, 425]
directory-entry: — Frl. Ch., Kl. Pulverteich 22, ⌧ 5 bbox=[826, 591, 1013, 605]
directory-entry: — Heinr., Arbtr., Olgastr. 8, ⌧ 7 bbox=[826, 329, 999, 343]
directory-entry: — Aug., Thüringerstr. 78, ⌧ 15 bbox=[1138, 1019, 1308, 1033]
